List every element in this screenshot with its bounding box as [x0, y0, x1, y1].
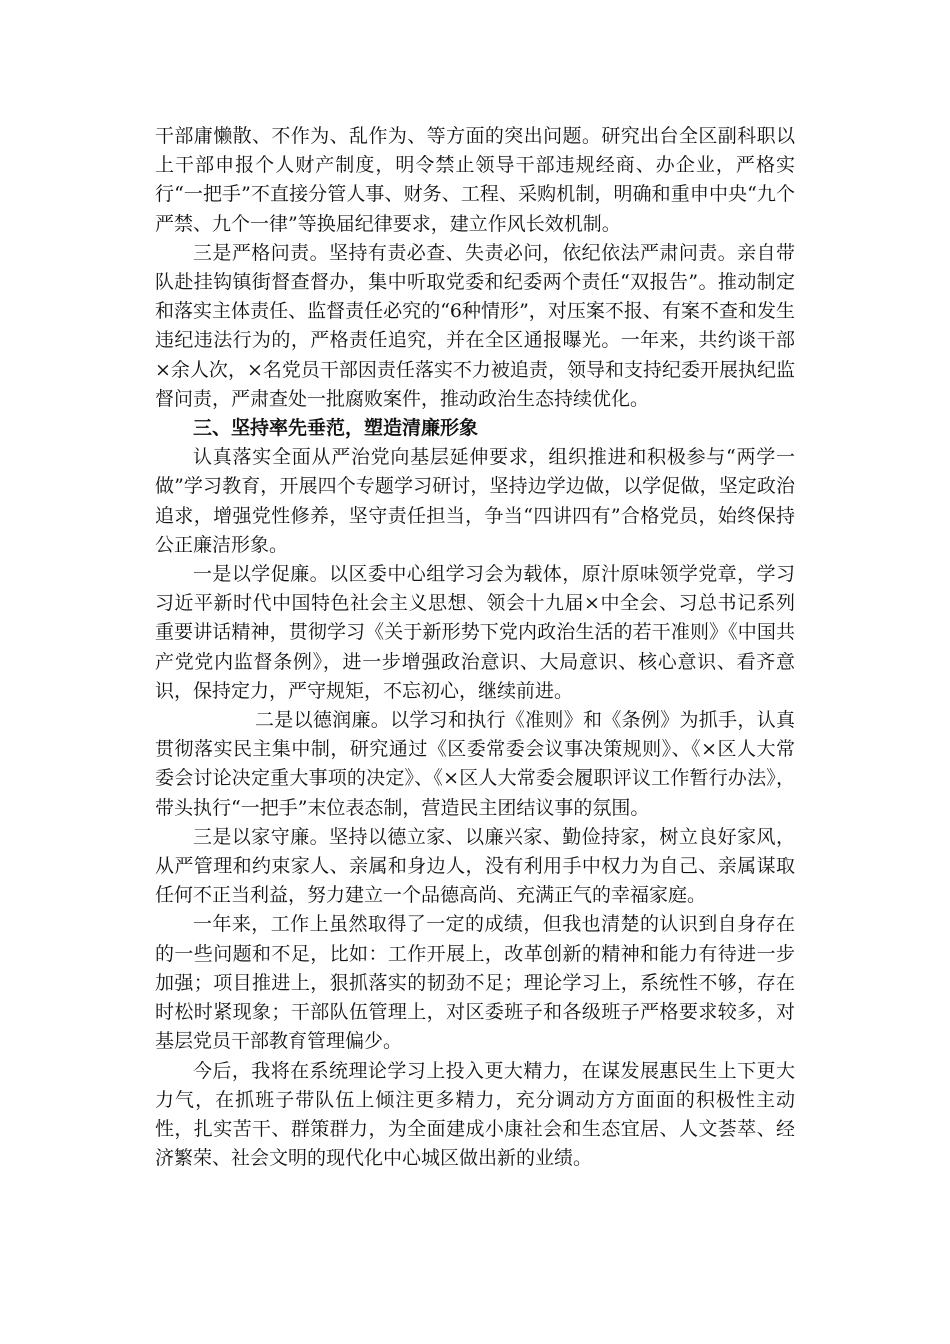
paragraph-3: 认真落实全面从严治党向基层延伸要求，组织推进和积极参与“两学一做”学习教育，开展四个专题学习研讨，坚持边学边做，以学促做，坚定政治追求，增强党性修养，坚守责任担当，争当“四讲四有”合格党员，始终保持公正廉洁形象。: [155, 446, 795, 556]
paragraph-5: 二是以德润廉。以学习和执行《准则》和《条例》为抓手，认真贯彻落实民主集中制，研究通过《区委常委会议事决策规则》、《×区人大常委会讨论决定重大事项的决定》、《×区人大常委会履职评议工作暂行办法》，带头执行“一把手”末位表态制，营造民主团结议事的氛围。: [155, 709, 795, 819]
paragraph-8: 今后，我将在系统理论学习上投入更大精力，在谋发展惠民生上下更大力气，在抓班子带队伍上倾注更多精力，充分调动方方面面的积极性主动性，扎实苦干、群策群力，为全面建成小康社会和生态宜居、人文荟萃、经济繁荣、社会文明的现代化中心城区做出新的业绩。: [155, 1059, 795, 1170]
paragraph-7: 一年来，工作上虽然取得了一定的成绩，但我也清楚的认识到自身存在的一些问题和不足，比如：工作开展上，改革创新的精神和能力有待进一步加强；项目推进上，狠抓落实的韧劲不足；理论学习上，系统性不够，存在时松时紧现象；干部队伍管理上，对区委班子和各级班子严格要求较多，对基层党员干部教育管理偏少。: [155, 913, 795, 1053]
paragraph-1: 干部庸懒散、不作为、乱作为、等方面的突出问题。研究出台全区副科职以上干部申报个人财产制度，明令禁止领导干部违规经商、办企业，严格实行“一把手”不直接分管人事、财务、工程、采购机制，明确和重申中央“九个严禁、九个一律”等换届纪律要求，建立作风长效机制。: [155, 125, 795, 235]
document-page: [155, 122, 795, 1173]
section-heading: 三、坚持率先垂范，塑造清廉形象: [193, 417, 479, 440]
paragraph-6: 三是以家守廉。坚持以德立家、以廉兴家、勤俭持家，树立良好家风，从严管理和约束家人、亲属和身边人，没有利用手中权力为自己、亲属谋取任何不正当利益，努力建立一个品德高尚、充满正气的幸福家庭。: [155, 825, 795, 907]
paragraph-2: 三是严格问责。坚持有责必查、失责必问，依纪依法严肃问责。亲自带队赴挂钩镇街督查督办，集中听取党委和纪委两个责任“双报告”。推动制定和落实主体责任、监督责任必究的“6种情形”，对压案不报、有案不查和发生违纪违法行为的，严格责任追究，并在全区通报曝光。一年来，共约谈干部×余人次，×名党员干部因责任落实不力被追责，领导和支持纪委开展执纪监督问责，严肃查处一批腐败案件，推动政治生态持续优化。: [155, 241, 795, 410]
paragraph-4: 一是以学促廉。以区委中心组学习会为载体，原汁原味领学党章，学习习近平新时代中国特色社会主义思想、领会十九届×中全会、习总书记系列重要讲话精神，贯彻学习《关于新形势下党内政治生活的若干准则》《中国共产党党内监督条例》，进一步增强政治意识、大局意识、核心意识、看齐意识，保持定力，严守规矩，不忘初心，继续前进。: [155, 563, 795, 702]
